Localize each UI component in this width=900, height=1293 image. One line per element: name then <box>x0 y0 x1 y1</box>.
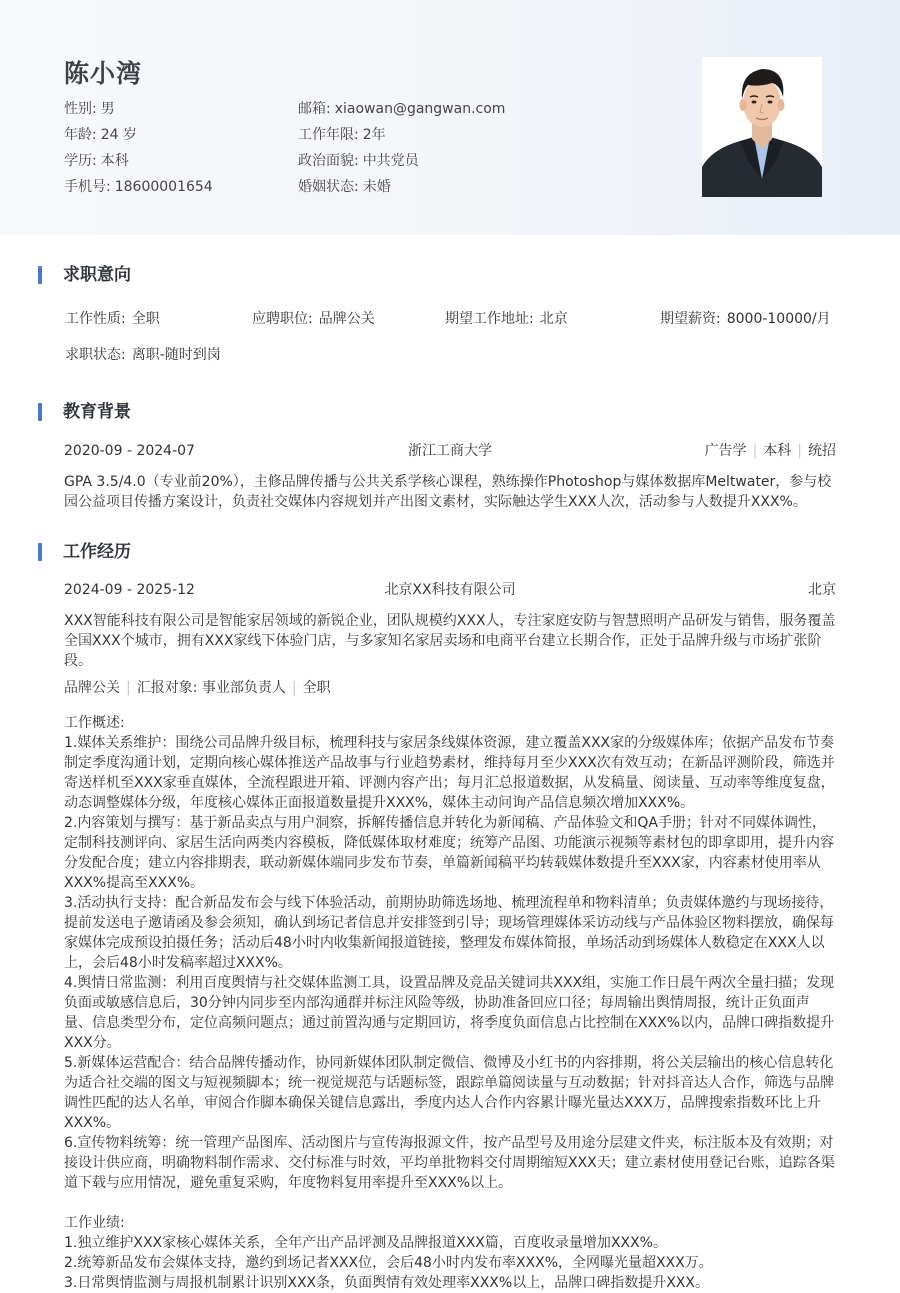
work-overview <box>64 713 836 1293</box>
intent-nature-label: 工作性质: <box>65 311 126 327</box>
education-label: 学历: <box>64 153 97 169</box>
years-value: 2年 <box>362 127 386 143</box>
overview-label: 工作概述: <box>64 715 125 731</box>
education-value: 本科 <box>100 153 129 169</box>
politics-value: 中共党员 <box>362 153 419 169</box>
divider: | <box>126 680 131 696</box>
duty-item: 1.媒体关系维护：围绕公司品牌升级目标，梳理科技与家居条线媒体资源，建立覆盖XXX家的分级媒体库；依据产品发布节奏制定季度沟通计划，定期向核心媒体推送产品故事与行业趋势素材，维持每月至少XXX次有效互动；在新品评测阶段，筛选并寄送样机至XXX家垂直媒体，全流程跟进开箱、评测内容产出；每月汇总报道数据，从发稿量、阅读量、互动率等维度复盘，动态调整媒体分级，年度核心媒体正面报道数量提升XXX%，媒体主动问询产品信息频次增加XXX%。 <box>64 735 835 811</box>
work-job-type: 全职 <box>302 680 331 696</box>
phone-label: 手机号: <box>64 179 111 195</box>
company-intro: XXX智能科技有限公司是智能家居领域的新锐企业，团队规模约XXX人，专注家庭安防与智慧照明产品研发与销售，服务覆盖全国XXX个城市，拥有XXX家线下体验门店，与多家知名家居卖场和电商平台建立长期合作，正处于品牌升级与市场扩张阶段。 <box>64 613 836 669</box>
education-school: 浙江工商大学 <box>408 443 492 459</box>
education-row <box>64 442 836 460</box>
intent-status <box>65 346 221 364</box>
age-value: 24 岁 <box>100 127 137 143</box>
work-tags <box>64 678 836 698</box>
education-major: 广告学 <box>704 443 747 459</box>
intent-location-value: 北京 <box>539 311 568 327</box>
achievement-label: 工作业绩: <box>64 1215 125 1231</box>
work-city: 北京 <box>808 582 836 598</box>
intent-position-value: 品牌公关 <box>318 311 375 327</box>
politics-label: 政治面貌: <box>298 153 359 169</box>
intent-salary-value: 8000-10000/月 <box>726 311 831 327</box>
education-meta <box>705 442 836 460</box>
divider: | <box>797 443 802 459</box>
age-field <box>64 126 298 144</box>
education-description: GPA 3.5/4.0（专业前20%），主修品牌传播与公共关系学核心课程，熟练操作Photoshop与媒体数据库Meltwater，参与校园公益项目传播方案设计，负责社交媒体内容规划并产出图文素材，实际触达学生XXX人次，活动参与人数提升XXX%。 <box>64 474 832 510</box>
work-row <box>64 581 836 599</box>
intent-section-title: 求职意向 <box>38 265 131 285</box>
spacer <box>64 1193 836 1213</box>
phone-value: 18600001654 <box>114 179 213 195</box>
intent-nature <box>65 310 160 328</box>
age-label: 年龄: <box>64 127 97 143</box>
education-degree: 本科 <box>763 443 792 459</box>
work-period: 2024-09 - 2025-12 <box>64 582 195 598</box>
divider: | <box>291 680 297 696</box>
duty-item: 3.活动执行支持：配合新品发布会与线下体验活动，前期协助筛选场地、梳理流程单和物料清单；负责媒体邀约与现场接待，提前发送电子邀请函及参会须知，确认到场记者信息并安排签到引导；现场管理媒体采访动线与产品体验区物料摆放，确保每家媒体完成预设拍摄任务；活动后48小时内收集新闻报道链接，整理发布媒体简报，单场活动到场媒体人数稳定在XXX人以上，会后48小时发稿率超过XXX%。 <box>64 895 834 971</box>
duty-item: 5.新媒体运营配合：结合品牌传播动作，协同新媒体团队制定微信、微博及小红书的内容排期，将公关层输出的核心信息转化为适合社交端的图文与短视频脚本；统一视觉规范与话题标签，跟踪单篇阅读量与互动数据；针对抖音达人合作，筛选与品牌调性匹配的达人名单，审阅合作脚本确保关键信息露出，季度内达人合作内容累计曝光量达XXX万，品牌搜索指数环比上升XXX%。 <box>64 1055 834 1131</box>
marital-value: 未婚 <box>362 179 391 195</box>
work-report-to: 汇报对象: 事业部负责人 <box>136 680 286 696</box>
marital-field <box>298 178 624 196</box>
education-section-title: 教育背景 <box>38 402 131 422</box>
education-period: 2020-09 - 2024-07 <box>64 443 195 459</box>
duty-item: 2.内容策划与撰写：基于新品卖点与用户洞察，拆解传播信息并转化为新闻稿、产品体验文和QA手册；针对不同媒体调性，定制科技测评向、家居生活向两类内容模板，降低媒体取材难度；统筹产品图、功能演示视频等素材包的即拿即用，提升内容分发配合度；建立内容排期表，联动新媒体端同步发布节奏，单篇新闻稿平均转载媒体数提升至XXX家，内容素材使用率从XXX%提高至XXX%。 <box>64 815 834 891</box>
avatar-illustration <box>702 57 822 197</box>
marital-label: 婚姻状态: <box>298 179 359 195</box>
intent-salary-label: 期望薪资: <box>660 311 721 327</box>
basic-info <box>64 100 624 196</box>
email-value: xiaowan@gangwan.com <box>334 101 506 117</box>
achievement-item: 1.独立维护XXX家核心媒体关系，全年产出产品评测及品牌报道XXX篇，百度收录量增加XXX%。 <box>64 1235 667 1251</box>
gender-field <box>64 100 298 118</box>
profile-photo <box>702 57 822 197</box>
years-label: 工作年限: <box>298 127 359 143</box>
divider: | <box>752 443 758 459</box>
work-company: 北京XX科技有限公司 <box>384 582 516 598</box>
work-role: 品牌公关 <box>64 680 120 696</box>
email-label: 邮箱: <box>298 101 331 117</box>
achievement-item: 3.日常舆情监测与周报机制累计识别XXX条，负面舆情有效处理率XXX%以上，品牌口碑指数提升XXX。 <box>64 1275 709 1291</box>
intent-status-label: 求职状态: <box>65 347 126 363</box>
intent-nature-value: 全职 <box>131 311 160 327</box>
resume-header <box>0 0 900 235</box>
work-section-title: 工作经历 <box>38 542 131 562</box>
education-field <box>64 152 298 170</box>
intent-salary <box>660 310 831 328</box>
intent-position <box>252 310 375 328</box>
education-type: 统招 <box>808 443 836 459</box>
politics-field <box>298 152 624 170</box>
intent-position-label: 应聘职位: <box>252 311 313 327</box>
email-field <box>298 100 624 118</box>
intent-location-label: 期望工作地址: <box>445 311 534 327</box>
gender-label: 性别: <box>64 101 97 117</box>
duty-item: 4.舆情日常监测：利用百度舆情与社交媒体监测工具，设置品牌及竞品关键词共XXX组，实施工作日晨午两次全量扫描；发现负面或敏感信息后，30分钟内同步至内部沟通群并标注风险等级，协助准备回应口径；每周输出舆情周报，统计正负面声量、信息类型分布，定位高频问题点；通过前置沟通与定期回访，将季度负面信息占比控制在XXX%以内，品牌口碑指数提升XXX分。 <box>64 975 835 1051</box>
years-field <box>298 126 624 144</box>
duty-item: 6.宣传物料统筹：统一管理产品图库、活动图片与宣传海报源文件，按产品型号及用途分层建文件夹，标注版本及有效期；对接设计供应商，明确物料制作需求、交付标准与时效，平均单批物料交付周期缩短XXX天；建立素材使用登记台账，追踪各渠道下载与应用情况，避免重复采购，年度物料复用率提升至XXX%以上。 <box>64 1135 835 1191</box>
phone-field <box>64 178 298 196</box>
intent-location <box>445 310 568 328</box>
gender-value: 男 <box>100 101 115 117</box>
candidate-name: 陈小湾 <box>64 59 143 88</box>
intent-status-value: 离职-随时到岗 <box>131 347 221 363</box>
achievement-item: 2.统筹新品发布会媒体支持，邀约到场记者XXX位，会后48小时内发布率XXX%，全网曝光量超XXX万。 <box>64 1255 713 1271</box>
